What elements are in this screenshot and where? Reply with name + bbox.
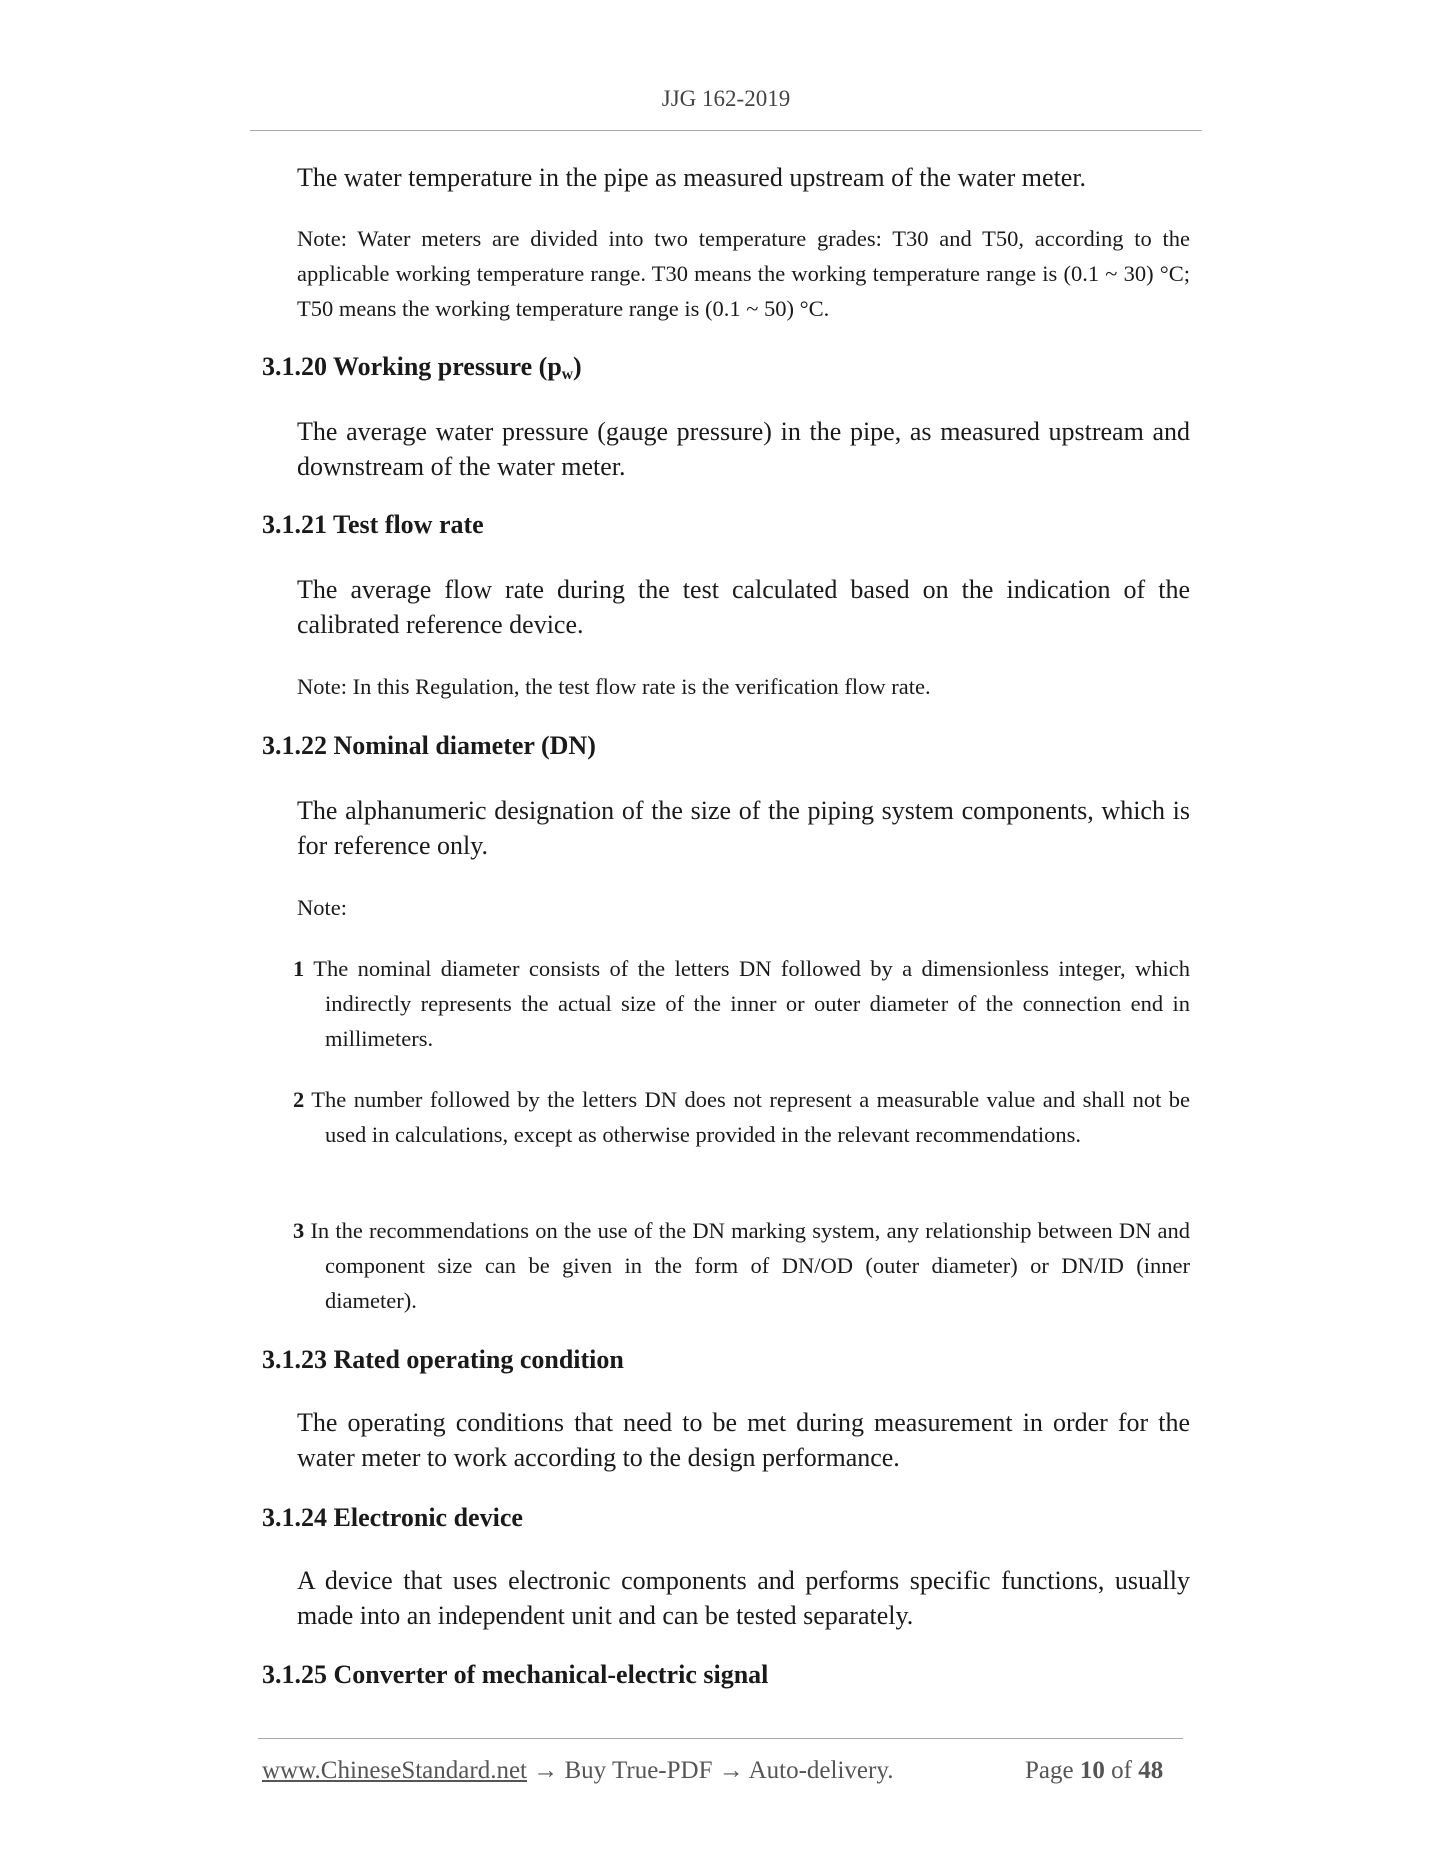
test-flow-rate-definition: The average flow rate during the test calculated based on the indication of the calibrated reference device. <box>297 575 1190 639</box>
section-3-1-20-heading <box>262 352 582 384</box>
section-3-1-25-heading: 3.1.25 Converter of mechanical-electric signal <box>262 1660 769 1689</box>
nominal-diameter-note-label: Note: <box>297 895 347 920</box>
section-3-1-22-heading: 3.1.22 Nominal diameter (DN) <box>262 731 596 760</box>
working-pressure-definition: The average water pressure (gauge pressure) in the pipe, as measured upstream and downstream of the water meter. <box>297 417 1190 481</box>
nominal-diameter-note-1 <box>293 951 1190 1056</box>
rated-operating-condition-definition: The operating conditions that need to be met during measurement in order for the water meter to work according to the design performance. <box>297 1408 1190 1472</box>
water-temperature-definition: The water temperature in the pipe as measured upstream of the water meter. <box>297 163 1087 192</box>
total-page-number: 48 <box>1138 1757 1164 1784</box>
nominal-diameter-note-3 <box>293 1213 1190 1318</box>
page-indicator <box>1025 1757 1163 1785</box>
section-3-1-20-heading-text: 3.1.20 Working pressure (p <box>262 352 562 381</box>
document-code-header: JJG 162-2019 <box>661 86 791 111</box>
temperature-grade-note: Note: Water meters are divided into two temperature grades: T30 and T50, according to the applicable working temperature range. T30 means the working temperature range is (0.1 ~ 30) °C; T50 means the working temperature range is (0.1 ~ 50) °C. <box>297 226 1190 321</box>
page-label: Page <box>1025 1757 1074 1784</box>
buy-true-pdf-text: Buy True-PDF <box>564 1757 713 1784</box>
nominal-diameter-note-2 <box>293 1082 1190 1152</box>
section-3-1-20-heading-close: ) <box>573 352 582 381</box>
note-number: 1 <box>293 956 305 981</box>
arrow-icon: → <box>718 1757 744 1784</box>
current-page-number: 10 <box>1079 1757 1105 1784</box>
header-divider <box>250 130 1202 131</box>
note-text: The number followed by the letters DN does not represent a measurable value and shall not be used in calculations, except as otherwise provided in the relevant recommendations. <box>304 1087 1190 1147</box>
test-flow-rate-note: Note: In this Regulation, the test flow rate is the verification flow rate. <box>297 674 931 699</box>
section-3-1-23-heading: 3.1.23 Rated operating condition <box>262 1345 624 1374</box>
section-3-1-20-heading-subscript: w <box>561 365 574 383</box>
footer-promo <box>262 1757 893 1785</box>
arrow-icon: → <box>533 1757 559 1784</box>
chinese-standard-link[interactable]: www.ChineseStandard.net <box>262 1757 527 1784</box>
note-number: 3 <box>293 1218 305 1243</box>
footer-divider <box>258 1738 1183 1739</box>
section-3-1-24-heading: 3.1.24 Electronic device <box>262 1503 523 1532</box>
auto-delivery-text: Auto-delivery. <box>748 1757 894 1784</box>
note-text: In the recommendations on the use of the DN marking system, any relationship between DN and component size can be given in the form of DN/OD (outer diameter) or DN/ID (inner diameter). <box>304 1218 1190 1313</box>
nominal-diameter-definition: The alphanumeric designation of the size of the piping system components, which is for reference only. <box>297 796 1190 860</box>
page-of-label: of <box>1111 1757 1132 1784</box>
note-text: The nominal diameter consists of the letters DN followed by a dimensionless integer, which indirectly represents the actual size of the inner or outer diameter of the connection end in millimeters. <box>304 956 1190 1051</box>
section-3-1-21-heading: 3.1.21 Test flow rate <box>262 510 484 539</box>
electronic-device-definition: A device that uses electronic components and performs specific functions, usually made into an independent unit and can be tested separately. <box>297 1566 1190 1630</box>
note-number: 2 <box>293 1087 305 1112</box>
